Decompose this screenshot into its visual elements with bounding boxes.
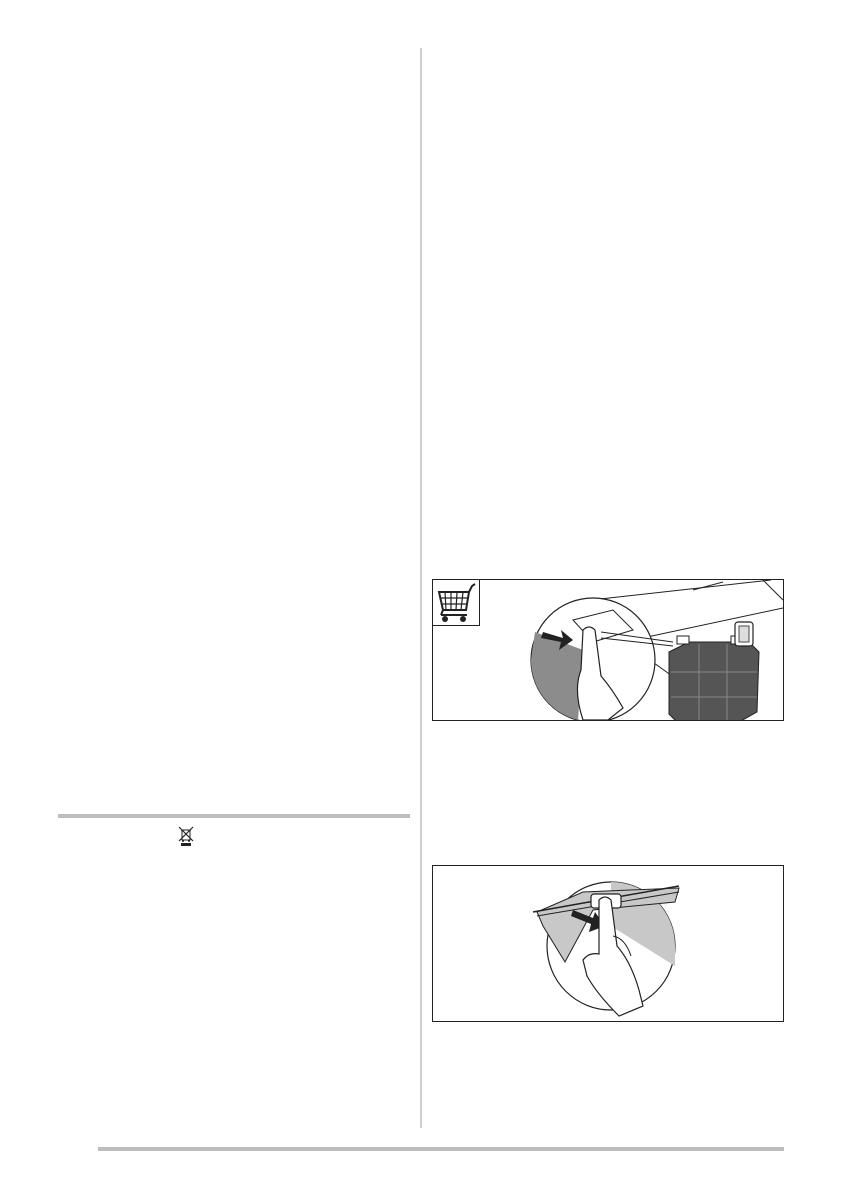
footer-rule [98, 1147, 784, 1151]
column-divider [420, 48, 422, 1128]
figure-grease-filter-release [432, 865, 784, 1022]
weee-crossed-bin-icon [178, 826, 194, 846]
section-divider-rule [58, 814, 410, 818]
figure-filter-removal [432, 579, 784, 721]
carbon-filter-illustration [433, 580, 783, 720]
grease-filter-illustration [433, 866, 783, 1021]
